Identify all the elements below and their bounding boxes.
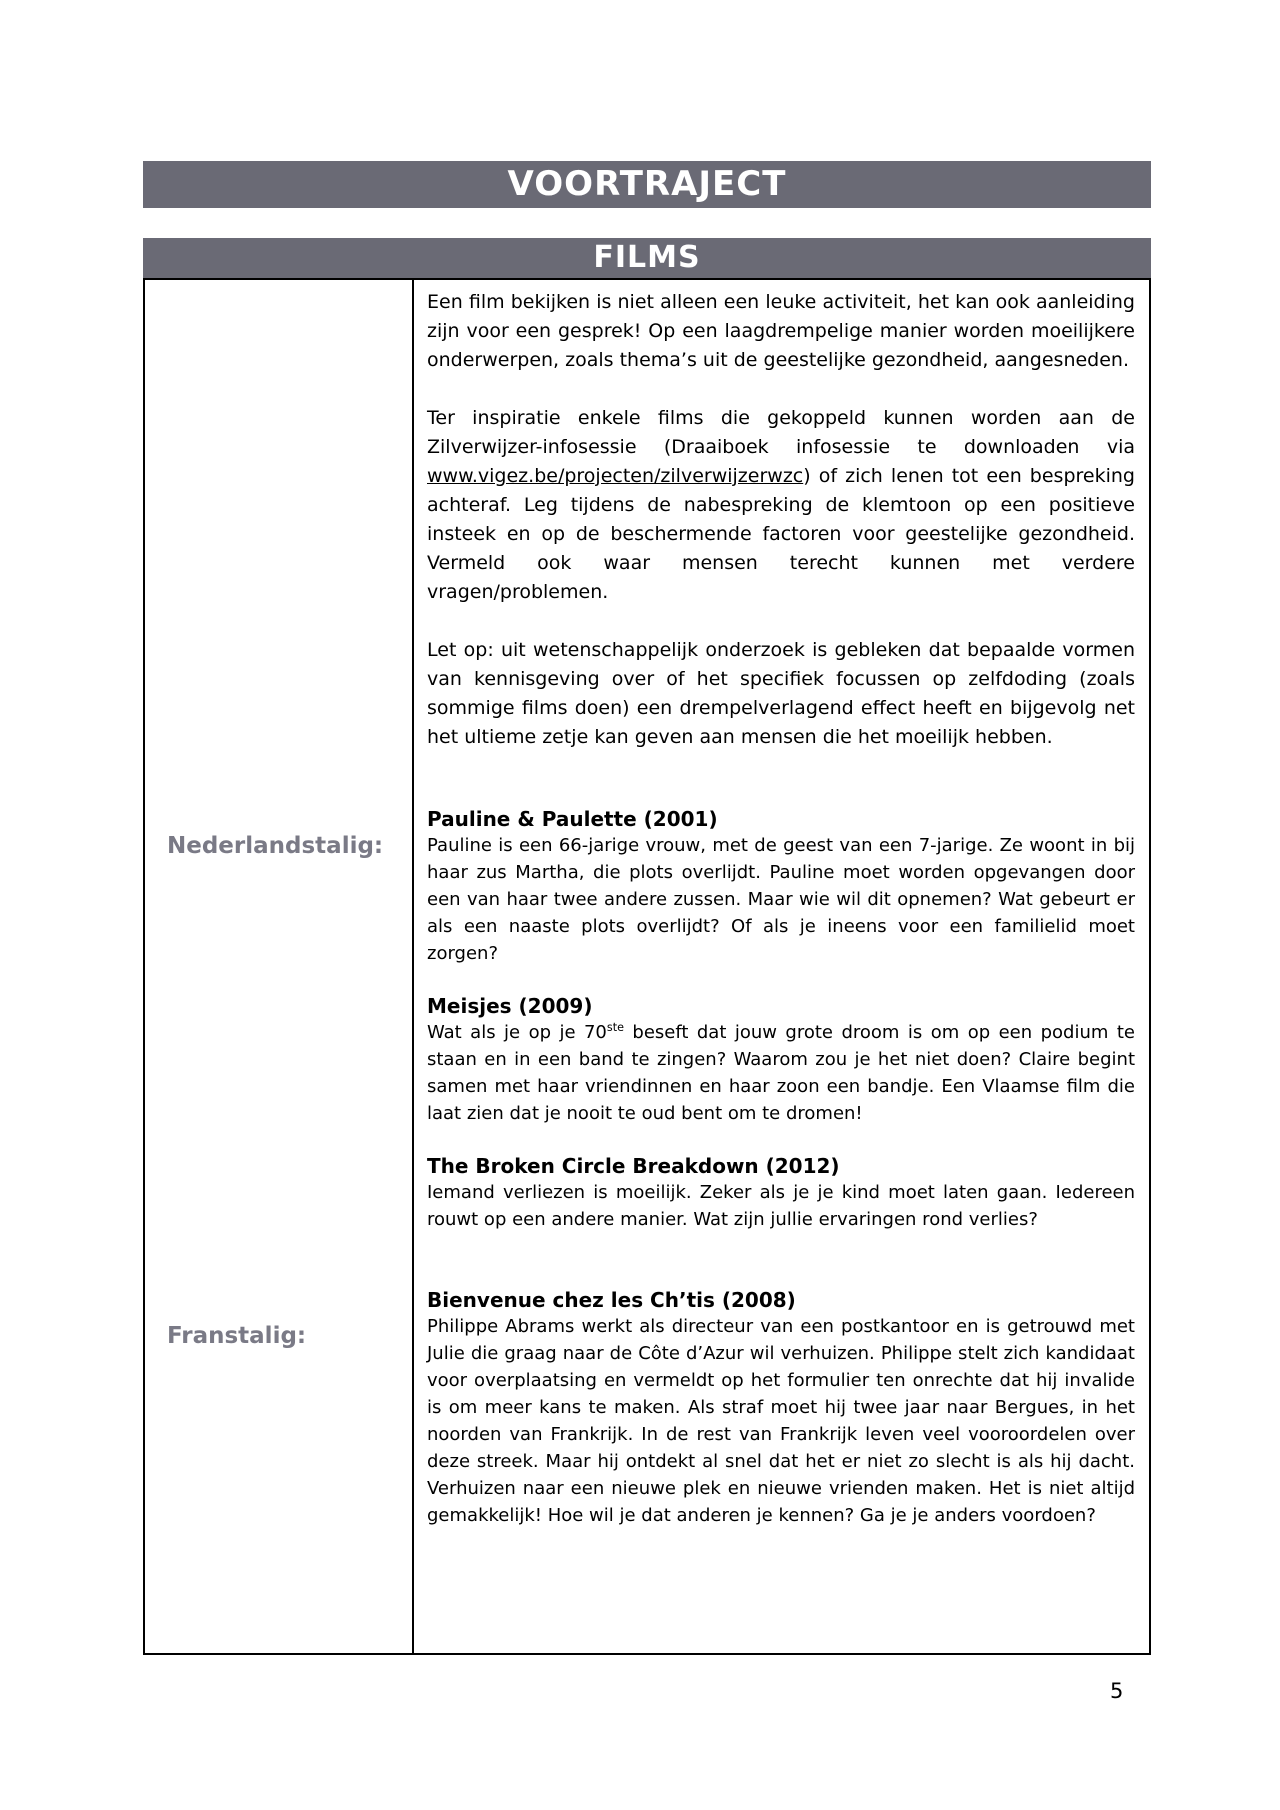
page-number: 5 [1110,1679,1124,1703]
intro-p2-text-before: Ter inspiratie enkele films die gekoppeld kunnen worden aan de Zilverwijzer-infosessie (Draaiboek infosessie te downloaden via [427,407,1135,458]
film-title-pauline: Pauline & Paulette (2001) [427,807,718,831]
section-spacer [427,1259,1135,1287]
films-section-bar: FILMS [143,238,1151,278]
film-description-broken-circle: Iemand verliezen is moeilijk. Zeker als je je kind moet laten gaan. Iedereen rouwt op een andere manier. Wat zijn jullie ervaringen rond verlies? [427,1182,1135,1230]
film-title-broken-circle: The Broken Circle Breakdown (2012) [427,1154,840,1178]
zilverwijzer-link[interactable]: www.vigez.be/projecten/zilverwijzerwzc [427,465,804,487]
film-description-pauline: Pauline is een 66-jarige vrouw, met de geest van een 7-jarige. Ze woont in bij haar zus Martha, die plots overlijdt. Pauline moet worden opgevangen door een van haar twee andere zussen. Maar wie wil dit opnemen? Wat gebeurt er als een naaste plots overlijdt? Of als je ineens voor een familielid moet zorgen? [427,835,1135,964]
dutch-language-label: Nederlandstalig: [167,833,384,859]
film-entry-pauline [427,806,1135,967]
films-table [143,278,1151,1655]
film-entry-chtis [427,1287,1135,1529]
film-title-meisjes: Meisjes (2009) [427,994,593,1018]
section-spacer [427,781,1135,806]
language-column [145,280,414,1653]
intro-paragraph-3: Let op: uit wetenschappelijk onderzoek is gebleken dat bepaalde vormen van kennisgeving over of het specifiek focussen op zelfdoding (zoals sommige films doen) een drempelverlagend effect heeft en bijgevolg net het ultieme zetje kan geven aan mensen die het moeilijk hebben. [427,639,1135,748]
french-language-label: Franstalig: [167,1323,307,1349]
meisjes-ordinal-superscript: ste [606,1021,624,1034]
meisjes-desc-before: Wat als je op je 70 [427,1022,607,1043]
intro-p2-text-after: ) of zich lenen tot een bespreking achteraf. Leg tijdens de nabespreking de klemtoon op een positieve insteek en op de beschermende factoren voor geestelijke gezondheid. Vermeld ook waar mensen terecht kunnen met verdere vragen/problemen. [427,465,1135,603]
intro-paragraph-1: Een film bekijken is niet alleen een leuke activiteit, het kan ook aanleiding zijn voor een gesprek! Op een laagdrempelige manier worden moeilijkere onderwerpen, zoals thema’s uit de geestelijke gezondheid, aangesneden. [427,291,1135,371]
film-title-chtis: Bienvenue chez les Ch’tis (2008) [427,1288,796,1312]
content-column [414,280,1149,1653]
voortraject-header-bar: VOORTRAJECT [143,161,1151,208]
film-entry-broken-circle [427,1153,1135,1233]
intro-paragraph-2 [427,404,1135,607]
film-description-meisjes [427,1019,1135,1127]
film-description-chtis: Philippe Abrams werkt als directeur van een postkantoor en is getrouwd met Julie die graag naar de Côte d’Azur wil verhuizen. Philippe stelt zich kandidaat voor overplaatsing en vermeldt op het formulier ten onrechte dat hij invalide is om meer kans te maken. Als straf moet hij twee jaar naar Bergues, in het noorden van Frankrijk. In de rest van Frankrijk leven veel vooroordelen over deze streek. Maar hij ontdekt al snel dat het er niet zo slecht is als hij dacht. Verhuizen naar een nieuwe plek en nieuwe vrienden maken. Het is niet altijd gemakkelijk! Hoe wil je dat anderen je kennen? Ga je je anders voordoen? [427,1316,1135,1526]
meisjes-desc-after: beseft dat jouw grote droom is om op een podium te staan en in een band te zingen? Waarom zou je het niet doen? Claire begint samen met haar vriendinnen en haar zoon een bandje. Een Vlaamse film die laat zien dat je nooit te oud bent om te dromen! [427,1022,1135,1124]
film-entry-meisjes [427,993,1135,1127]
